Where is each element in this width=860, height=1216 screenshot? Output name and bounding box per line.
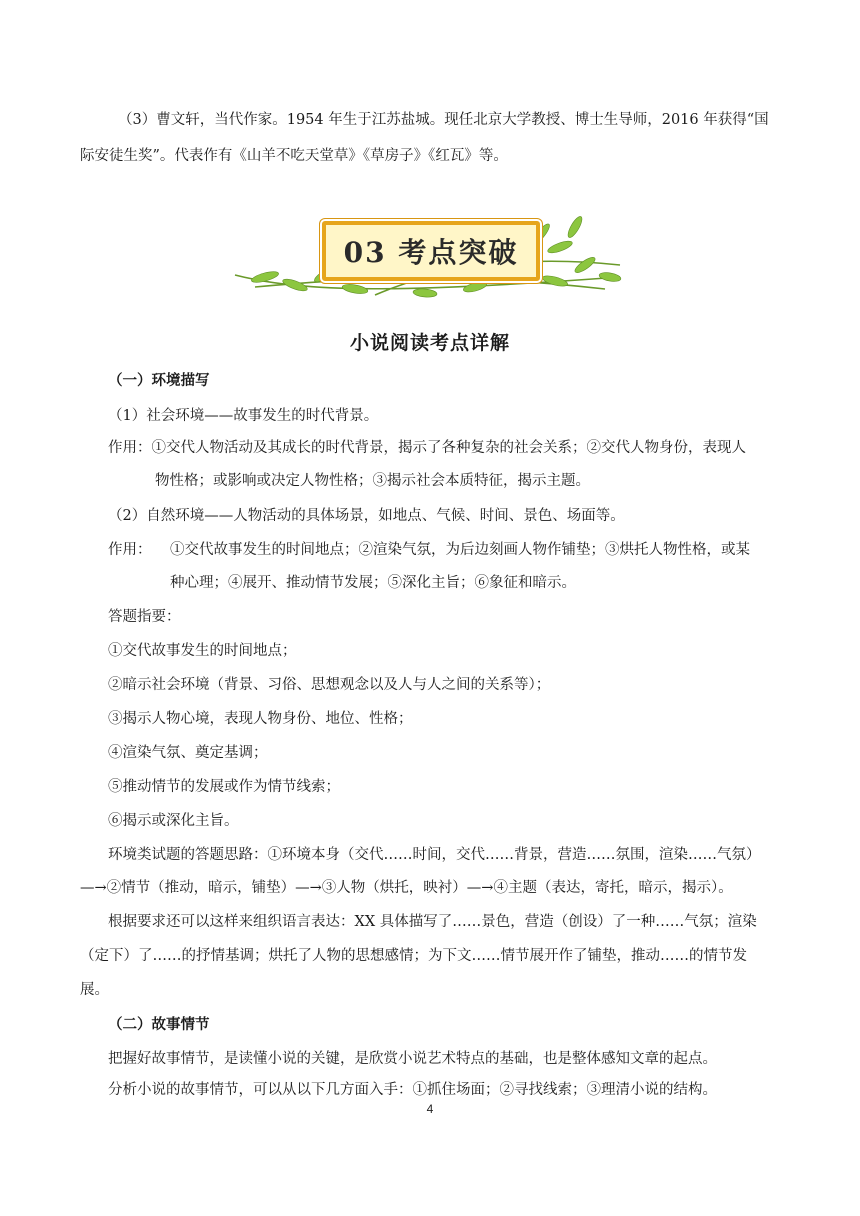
- approach-line-2: —→②情节（推动，暗示，铺垫）—→③人物（烘托，映衬）—→④主题（表达，寄托，暗示，揭示）。: [80, 880, 733, 896]
- section2-paragraph-2: 分析小说的故事情节，可以从以下几方面入手：①抓住场面；②寻找线索；③理清小说的结构。: [108, 1082, 717, 1098]
- page-number: 4: [426, 1102, 434, 1116]
- natural-environment: （2）自然环境——人物活动的具体场景，如地点、气候、时间、景色、场面等。: [108, 508, 625, 524]
- guide-item: ③揭示人物心境，表现人物身份、地位、性格；: [108, 711, 413, 727]
- expression-line-2: （定下）了……的抒情基调；烘托了人物的思想感情；为下文……情节展开作了铺垫，推动……的情节发: [80, 948, 747, 964]
- intro-line-1: （3）曹文轩，当代作家。1954 年生于江苏盐城。现任北京大学教授、博士生导师，2016 年获得“国: [118, 112, 769, 128]
- guide-item: ①交代故事发生的时间地点；: [108, 643, 297, 659]
- social-effect-line-2: 物性格；或影响或决定人物性格；③揭示社会本质特征，揭示主题。: [155, 473, 590, 489]
- guide-item: ⑥揭示或深化主旨。: [108, 813, 239, 829]
- page-title: 小说阅读考点详解: [349, 332, 510, 354]
- guide-item: ⑤推动情节的发展或作为情节线索；: [108, 779, 340, 795]
- section2-paragraph-1: 把握好故事情节，是读懂小说的关键，是欣赏小说艺术特点的基础，也是整体感知文章的起点。: [108, 1051, 717, 1067]
- section2-heading: （二）故事情节: [108, 1017, 210, 1033]
- guide-item: ④渲染气氛、奠定基调；: [108, 745, 268, 761]
- section-badge-text: 03 考点突破: [343, 236, 519, 269]
- social-effect-line-1: 作用：①交代人物活动及其成长的时代背景，揭示了各种复杂的社会关系；②交代人物身份，表现人: [108, 440, 746, 456]
- natural-effect-line-1: ①交代故事发生的时间地点；②渲染气氛，为后边刻画人物作铺垫；③烘托人物性格，或某: [170, 542, 750, 558]
- section1-heading: （一）环境描写: [108, 373, 210, 389]
- natural-effect-label: 作用：: [108, 542, 152, 558]
- section-badge: [322, 221, 540, 281]
- section-banner: [225, 205, 630, 305]
- intro-line-2: 际安徒生奖”。代表作有《山羊不吃天堂草》《草房子》《红瓦》等。: [80, 148, 508, 164]
- approach-line-1: 环境类试题的答题思路：①环境本身（交代……时间，交代……背景，营造……氛围，渲染……气氛）: [108, 847, 761, 863]
- expression-line-3: 展。: [80, 982, 109, 998]
- social-environment: （1）社会环境——故事发生的时代背景。: [108, 408, 379, 424]
- guide-item: ②暗示社会环境（背景、习俗、思想观念以及人与人之间的关系等）；: [108, 677, 551, 693]
- expression-line-1: 根据要求还可以这样来组织语言表达：XX 具体描写了……景色，营造（创设）了一种……气氛；渲染: [108, 914, 757, 930]
- natural-effect-line-2: 种心理；④展开、推动情节发展；⑤深化主旨；⑥象征和暗示。: [170, 575, 576, 591]
- guide-label: 答题指要：: [108, 609, 181, 625]
